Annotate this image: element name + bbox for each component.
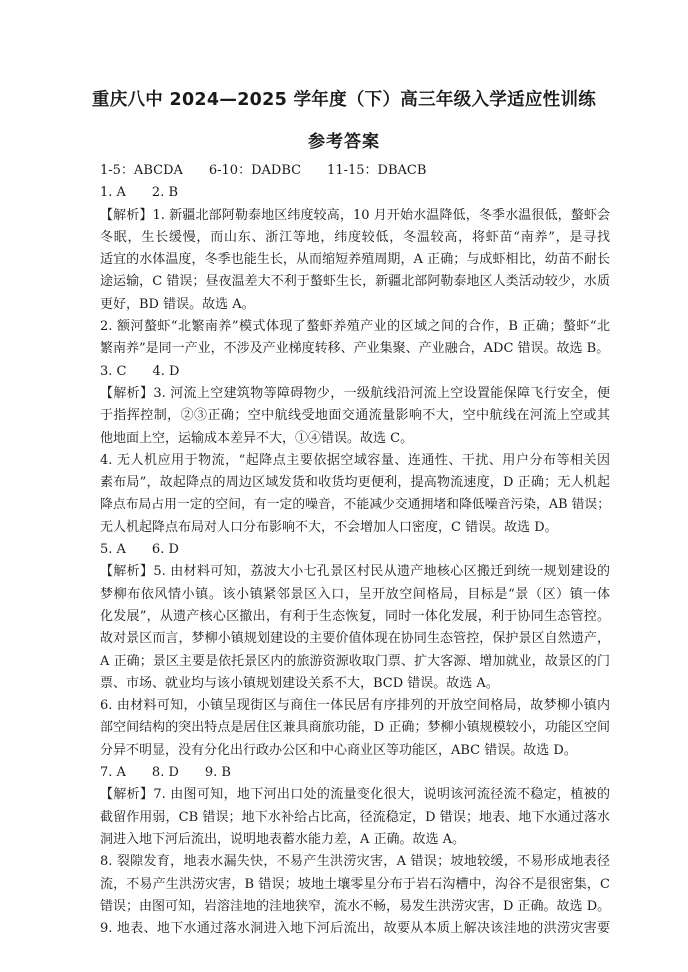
answer-key-line: 7. A 8. D 9. B — [100, 765, 231, 781]
answer-key-line: 1-5：ABCDA 6-10：DADBC 11-15：DBACB — [100, 163, 427, 178]
explanation-line: 化发展”，从遗产核心区撤出，有利于生态恢复，同时一体化发展，利于协同生态管控。 — [100, 608, 610, 624]
explanation-line: A 正确；景区主要是依托景区内的旅游资源收取门票、扩大客源、增加就业，故景区的门 — [100, 653, 610, 669]
explanation-line: 他地面上空，运输成本差异不大，①④错误。故选 C。 — [100, 430, 414, 446]
explanation-line: 更好，BD 错误。故选 A。 — [100, 296, 255, 312]
explanation-line: 繁南养”是同一产业，不涉及产业梯度转移、产业集聚、产业融合，ADC 错误。故选 B。 — [100, 341, 610, 357]
explanation-line: 错误；由图可知，岩溶洼地的洼地狭窄，流水不畅，易发生洪涝灾害，D 正确。故选 D。 — [100, 898, 610, 914]
explanation-line: 4. 无人机应用于物流，“起降点主要依据空域容量、连通性、干扰、用户分布等相关因 — [100, 452, 610, 468]
explanation-line: 部空间结构的突出特点是居住区兼具商旅功能，D 正确；梦柳小镇规模较小，功能区空间 — [100, 720, 610, 736]
explanation-line: 故对景区而言，梦柳小镇规划建设的主要价值体现在协同生态管控，保护景区自然遗产， — [100, 631, 610, 647]
answer-key-line: 3. C 4. D — [100, 363, 180, 379]
explanation-line: 素布局”，故起降点的周边区域发货和收货均更便利，提高物流速度，D 正确；无人机起 — [100, 475, 610, 491]
explanation-line: 无人机起降点布局对人口分布影响不大，不会增加人口密度，C 错误。故选 D。 — [100, 519, 558, 535]
document-title: 重庆八中 2024—2025 学年度（下）高三年级入学适应性训练 — [91, 90, 597, 110]
explanation-line: 冬眠，生长缓慢，而山东、浙江等地，纬度较低，冬温较高，将虾苗“南养”，是寻找 — [100, 229, 610, 245]
explanation-line: 【解析】7. 由图可知，地下河出口处的流量变化很大，说明该河流径流不稳定，植被的 — [100, 787, 610, 803]
explanation-line: 途运输，C 错误；昼夜温差大不利于螯虾生长，新疆北部阿勒泰地区人类活动较少，水质 — [100, 274, 610, 290]
explanation-line: 于指挥控制，②③正确；空中航线受地面交通流量影响不大，空中航线在河流上空或其 — [100, 408, 610, 424]
explanation-line: 6. 由材料可知，小镇呈现街区与商住一体民居有序排列的开放空间格局，故梦柳小镇内 — [100, 698, 610, 714]
explanation-line: 票、市场、就业均与该小镇规划建设关系不大，BCD 错误。故选 A。 — [100, 675, 499, 691]
explanation-line: 8. 裂隙发育，地表水漏失快，不易产生洪涝灾害，A 错误；坡地较缓，不易形成地表径 — [100, 854, 610, 870]
explanation-line: 【解析】3. 河流上空建筑物等障碍物少，一级航线沿河流上空设置能保障飞行安全，便 — [100, 385, 610, 401]
explanation-line: 9. 地表、地下水通过落水洞进入地下河后流出，故要从本质上解决该洼地的洪涝灾害要 — [100, 921, 610, 937]
answer-key-line: 5. A 6. D — [100, 542, 179, 558]
explanation-line: 截留作用弱，CB 错误；地下水补给占比高，径流稳定，D 错误；地表、地下水通过落水 — [100, 809, 610, 825]
explanation-line: 【解析】5. 由材料可知，荔波大小七孔景区村民从遗产地核心区搬迁到统一规划建设的 — [100, 564, 610, 580]
explanation-line: 流，不易产生洪涝灾害，B 错误；坡地土壤零星分布于岩石沟槽中，沟谷不是很密集，C — [100, 876, 610, 892]
explanation-line: 2. 额河螯虾“北繁南养”模式体现了螯虾养殖产业的区域之间的合作，B 正确；螯虾“北 — [100, 319, 610, 335]
explanation-line: 梦柳布依风情小镇。该小镇紧邻景区入口，呈开放空间格局，目标是“景（区）镇一体 — [100, 586, 610, 602]
explanation-line: 【解析】1. 新疆北部阿勒泰地区纬度较高，10 月开始水温降低，冬季水温很低，螯虾会 — [100, 207, 610, 223]
explanation-line: 洞进入地下河后流出，说明地表蓄水能力差，A 正确。故选 A。 — [100, 831, 466, 847]
document-subtitle: 参考答案 — [308, 132, 380, 152]
answer-key-line: 1. A 2. B — [100, 185, 179, 201]
explanation-line: 降点布局占用一定的空间，有一定的噪音，不能减少交通拥堵和降低噪音污染，AB 错误； — [100, 497, 610, 513]
explanation-line: 分异不明显，没有分化出行政办公区和中心商业区等功能区，ABC 错误。故选 D。 — [100, 742, 577, 758]
answer-body — [100, 160, 610, 940]
explanation-line: 适宜的水体温度，冬季也能生长，从而缩短养殖周期，A 正确；与成虾相比，幼苗不耐长 — [100, 252, 610, 268]
